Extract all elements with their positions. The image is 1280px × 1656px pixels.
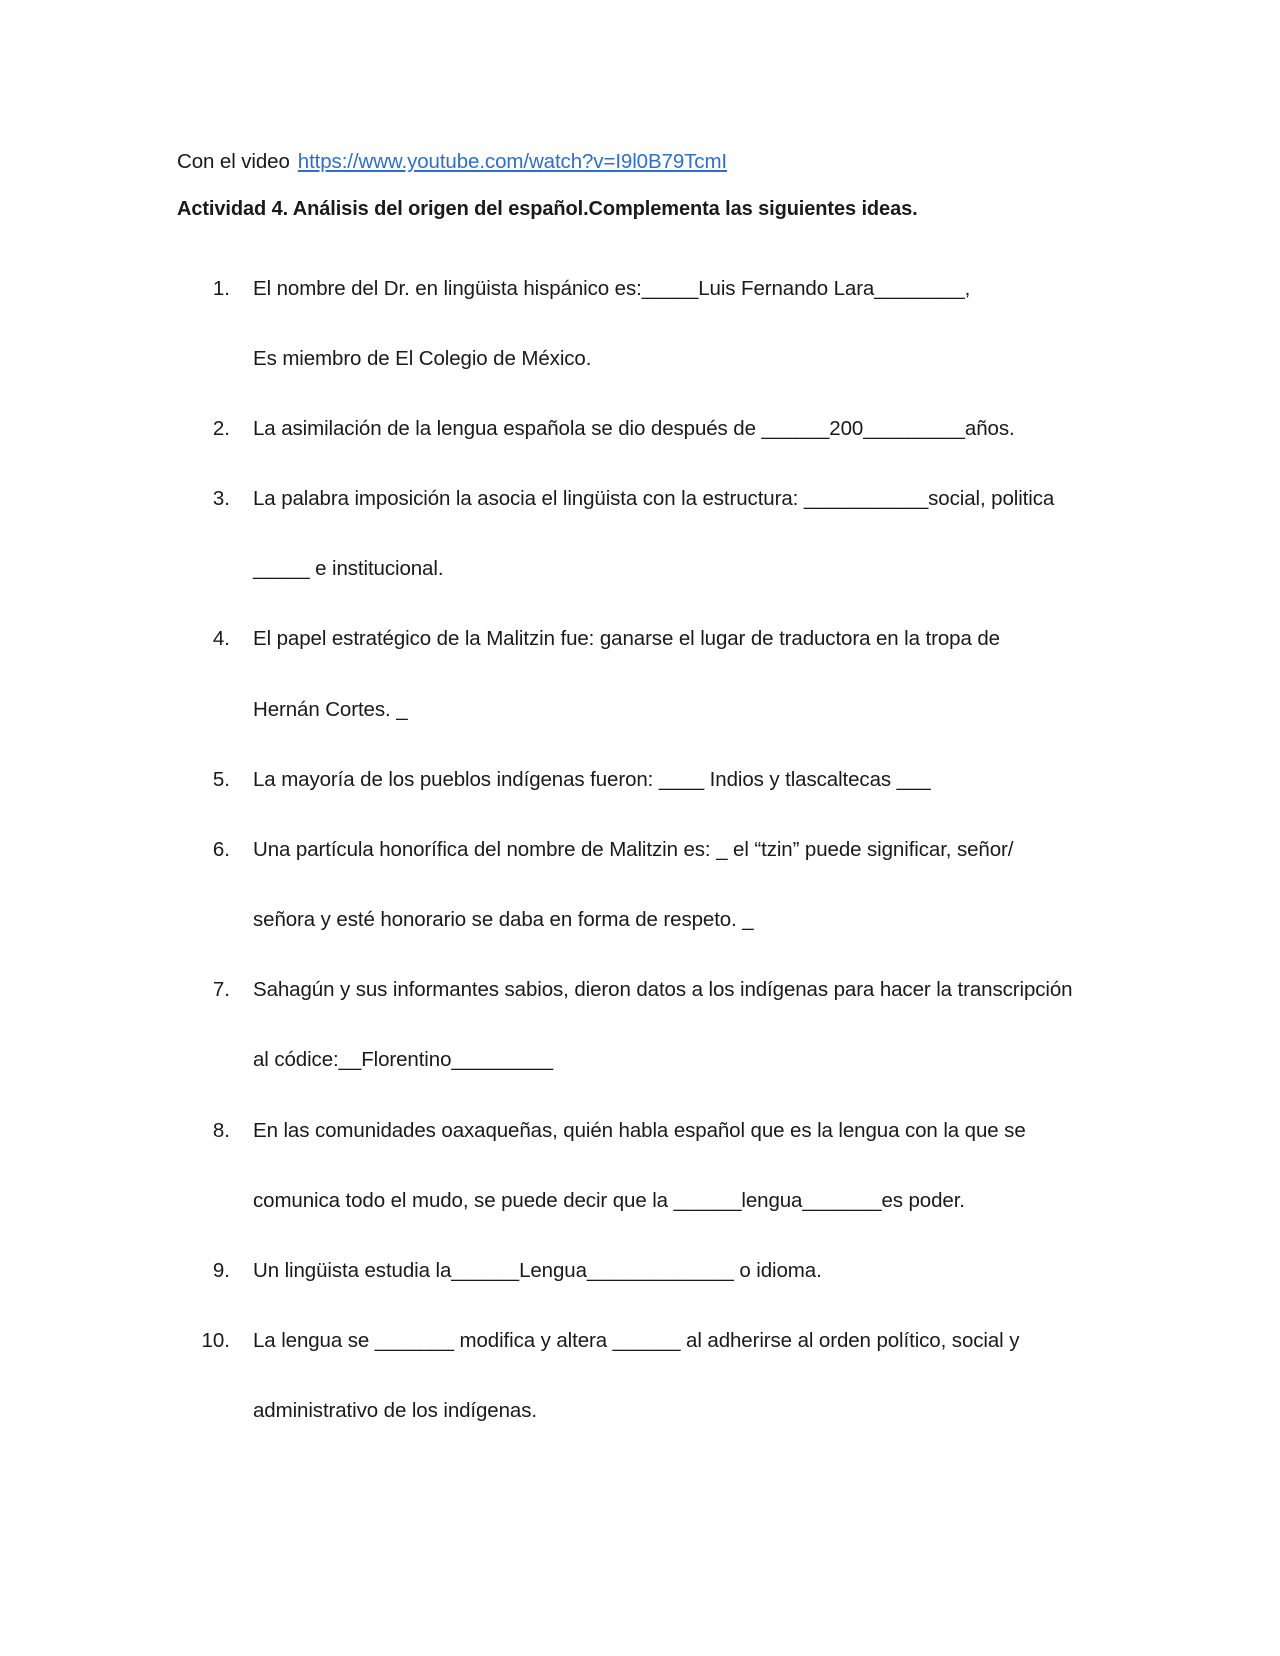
item-number: 2. [212,417,230,440]
item-number: 3. [212,487,230,510]
item-text: comunica todo el mudo, se puede decir que la ______lengua_______es poder. [253,1189,965,1212]
item-number: 5. [212,768,230,791]
video-link[interactable]: https://www.youtube.com/watch?v=I9l0B79TcmI [297,150,728,173]
item-number: 7. [212,978,230,1001]
item-text: La mayoría de los pueblos indígenas fueron: ____ Indios y tlascaltecas ___ [253,768,931,791]
item-text: La lengua se _______ modifica y altera ______ al adherirse al orden político, social y [253,1329,1020,1352]
item-text: La asimilación de la lengua española se dio después de ______200_________años. [253,417,1015,440]
item-text: Sahagún y sus informantes sabios, dieron datos a los indígenas para hacer la transcripción [253,978,1073,1001]
item-number: 4. [212,627,230,650]
item-text: En las comunidades oaxaqueñas, quién habla español que es la lengua con la que se [253,1119,1026,1142]
video-intro [177,149,727,175]
item-number: 6. [212,838,230,861]
item-text: administrativo de los indígenas. [253,1399,537,1422]
item-text: El papel estratégico de la Malitzin fue: ganarse el lugar de traductora en la tropa de [253,627,1000,650]
item-text: El nombre del Dr. en lingüista hispánico es:_____Luis Fernando Lara________, [253,277,971,300]
item-text: Un lingüista estudia la______Lengua_____________ o idioma. [253,1259,822,1282]
item-number: 10. [201,1329,230,1352]
item-text: La palabra imposición la asocia el lingüista con la estructura: ___________social, politica [253,487,1055,510]
item-text: señora y esté honorario se daba en forma de respeto. _ [253,908,754,931]
video-intro-label: Con el video [177,150,290,173]
item-text: Es miembro de El Colegio de México. [253,347,592,370]
item-text: _____ e institucional. [253,557,444,580]
item-text: Hernán Cortes. _ [253,698,408,721]
item-text: al códice:__Florentino_________ [253,1048,554,1071]
item-text: Una partícula honorífica del nombre de Malitzin es: _ el “tzin” puede significar, señor/ [253,838,1014,861]
item-number: 1. [212,277,230,300]
activity-heading: Actividad 4. Análisis del origen del español.Complementa las siguientes ideas. [177,198,918,220]
item-number: 9. [212,1259,230,1282]
item-number: 8. [212,1119,230,1142]
